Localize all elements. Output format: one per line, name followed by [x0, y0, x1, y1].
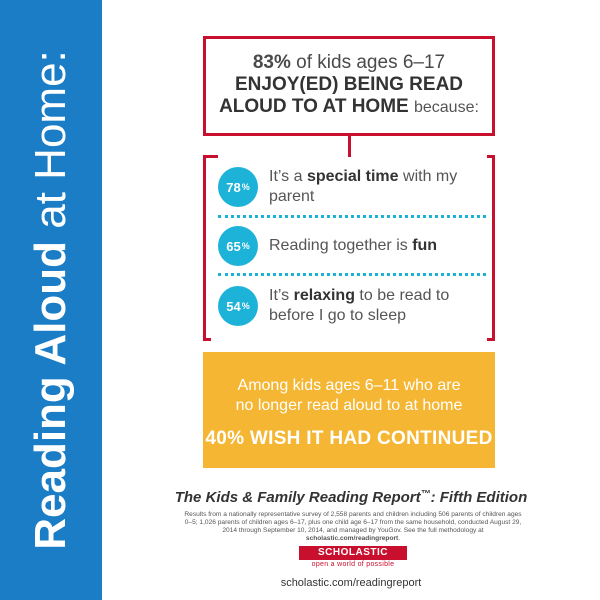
percent-badge: [218, 286, 258, 326]
headline-line2-text: ENJOY(ED) BEING READ: [234, 74, 464, 95]
badge-percent-sign: %: [241, 241, 250, 251]
footnote-link[interactable]: scholastic.com/readingreport: [305, 535, 399, 542]
reason-item: [218, 223, 486, 269]
report-title-text: The Kids & Family Reading Report: [174, 489, 421, 506]
trademark-symbol: ™: [420, 489, 431, 500]
reason-text: [269, 167, 484, 207]
callout-box: [203, 352, 495, 468]
headline-line3-bold: ALOUD TO AT HOME: [219, 96, 409, 117]
reason-pre: Reading together is: [269, 237, 413, 254]
reason-pre: It’s: [269, 287, 294, 304]
badge-percent-sign: %: [241, 301, 250, 311]
footnote-end: .: [398, 535, 401, 542]
badge-percent-sign: %: [241, 182, 250, 192]
connector-line: [348, 136, 351, 157]
headline-line1: [206, 52, 492, 74]
reason-bold: fun: [412, 237, 438, 254]
callout-line1: Among kids ages 6–11 who are: [237, 377, 461, 394]
percent-badge: [218, 226, 258, 266]
sidebar-title-light: at Home:: [26, 50, 75, 229]
badge-value: 65: [226, 238, 241, 254]
callout-line2: no longer read aloud to at home: [235, 397, 463, 414]
headline-line2: [206, 74, 492, 96]
reason-bold: relaxing: [293, 287, 355, 304]
dotted-divider: [218, 215, 486, 218]
sidebar-banner: [0, 0, 102, 600]
footnote-text: Results from a nationally representative survey of 2,558 parents and children including 506 parents of children ages 0–5; 1,026 parents of children ages 6–17, plus one child age 6–17 from the same household, conducted August 29, 2014 through September 10, 2014, and managed by YouGov. See the full methodology at: [184, 511, 522, 534]
headline-line1-rest: of kids ages 6–17: [296, 52, 446, 73]
callout-headline: 40% WISH IT HAD CONTINUED: [205, 428, 493, 449]
reason-pre: It’s a: [269, 168, 307, 185]
report-title: [102, 489, 600, 506]
scholastic-logo[interactable]: SCHOLASTIC: [299, 546, 407, 560]
headline-line3-rest: because:: [413, 99, 479, 116]
badge-value: 78: [226, 179, 241, 195]
sidebar-title-bold: Reading Aloud: [26, 240, 75, 550]
headline-percent: 83%: [252, 52, 291, 73]
logo-tagline: open a world of possible: [311, 561, 395, 568]
reason-post: to be read to before I go to sleep: [269, 287, 450, 324]
report-edition: : Fifth Edition: [430, 489, 528, 506]
reason-text: [269, 286, 484, 326]
headline-box: [203, 36, 495, 136]
reason-item: [218, 164, 486, 210]
percent-badge: [218, 167, 258, 207]
reason-bold: special time: [306, 168, 399, 185]
reason-item: [218, 283, 486, 329]
reason-text: [269, 236, 484, 256]
reason-post: with my parent: [269, 168, 458, 205]
bracket-bottom: [203, 338, 495, 341]
badge-value: 54: [226, 298, 241, 314]
footer-url[interactable]: scholastic.com/readingreport: [280, 577, 422, 589]
dotted-divider: [218, 273, 486, 276]
headline-line3: [206, 96, 492, 118]
methodology-footnote: [183, 511, 523, 543]
sidebar-title: [26, 50, 75, 550]
bracket-top: [203, 155, 495, 158]
